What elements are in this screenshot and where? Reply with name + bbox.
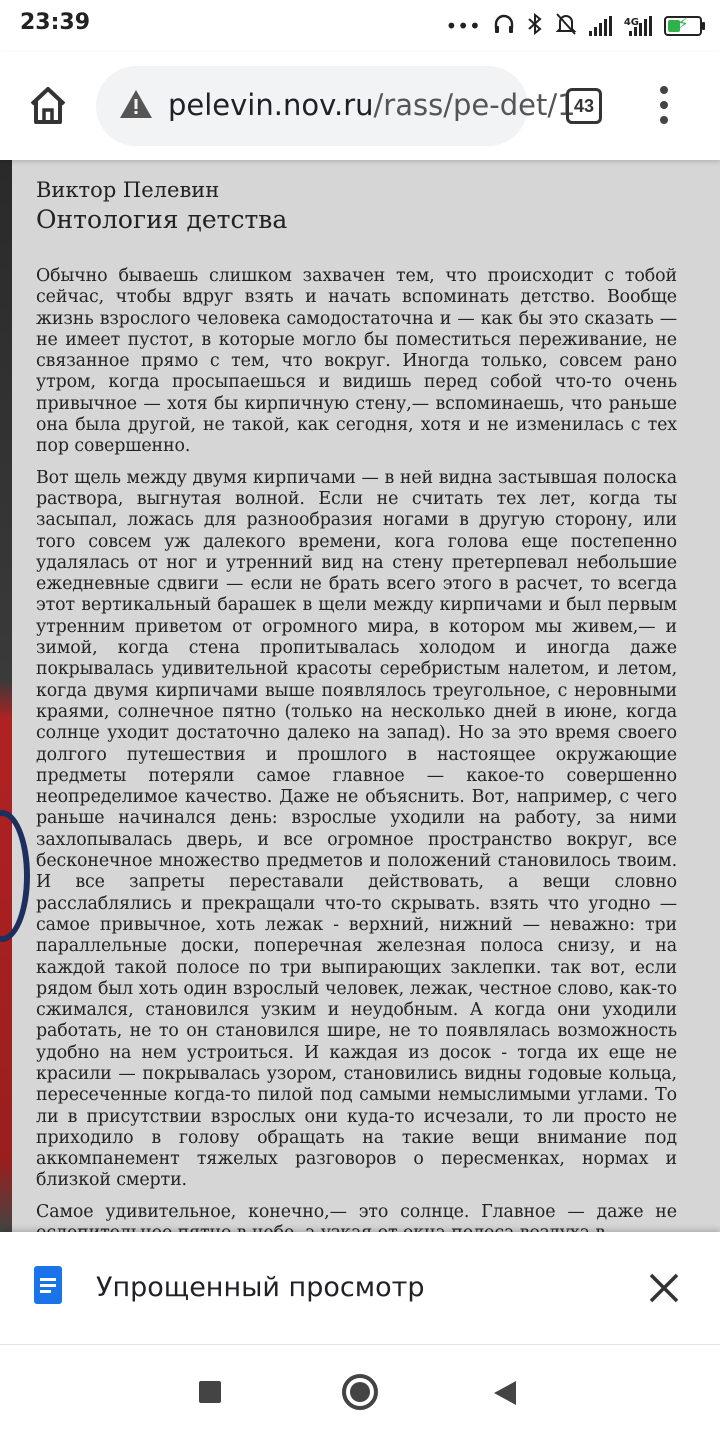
battery-charging-icon: ⚡ xyxy=(664,16,702,36)
mute-icon xyxy=(555,12,577,41)
url-text[interactable] xyxy=(168,88,576,122)
url-bar[interactable] xyxy=(96,66,576,146)
article xyxy=(36,176,677,1254)
tab-switcher-button[interactable]: 43 xyxy=(566,88,602,124)
home-nav-icon[interactable] xyxy=(342,1374,378,1410)
recent-apps-icon[interactable] xyxy=(199,1381,221,1403)
article-author: Виктор Пелевин xyxy=(36,178,220,202)
navigation-bar xyxy=(0,1344,720,1441)
web-page-content[interactable] xyxy=(0,160,720,1232)
status-icons xyxy=(445,8,702,44)
article-paragraph: Самое удивительное, конечно,— это солнце. Главное — даже не xyxy=(36,1201,677,1222)
url-path: /rass/pe-det/1 xyxy=(373,88,576,122)
simplified-view-label[interactable]: Упрощенный просмотр xyxy=(96,1272,425,1303)
headphones-icon xyxy=(493,13,515,40)
browser-toolbar xyxy=(0,52,720,160)
back-icon[interactable] xyxy=(494,1381,516,1405)
document-icon xyxy=(34,1266,62,1304)
network-type: 4G xyxy=(623,17,639,28)
dots-icon: ••• xyxy=(445,14,481,38)
url-host: pelevin.nov.ru xyxy=(168,88,374,122)
status-time: 23:39 xyxy=(20,10,91,35)
simplified-view-bar[interactable] xyxy=(0,1232,720,1344)
article-title: Онтология детства xyxy=(36,205,288,234)
article-paragraph: Обычно бываешь слишком захвачен тем, что происходит с тобой сейчас, чтобы вдруг взять и начать вспоминать детство. Вообще жизнь взрослого человека самодостаточна и — как бы это сказать — не имеет пустот, в которые могло бы поместиться переживание, не связанное прямо с тем, что вокруг. Иногда только, совсем рано утром, когда просыпаешься и видишь перед собой что-то очень привычное — хотя бы кирпичную стену,— вспоминаешь, что раньше она была другой, не такой, как сегодня, хотя и не изменилась с тех пор совершенно. xyxy=(36,266,677,457)
status-bar xyxy=(0,0,720,52)
more-menu-icon[interactable] xyxy=(652,86,676,130)
article-paragraph: Вот щель между двумя кирпичами — в ней видна застывшая полоска раствора, выгнутая волной. Если не считать тех лет, когда ты засыпал, ложась для разнообразия ногами в другую сторону, или того совсем уж далекого времени, кога голова еще постепенно удалялась от ног и утренний вид на стену претерпевал небольшие ежедневные сдвиги — если не брать всего этого в расчет, то всегда этот вертикальный барашек в щели между кирпичами и был первым утренним приветом от огромного мира, в котором мы живем,— и зимой, когда стена пропитывалась холодом и иногда даже покрывалась удивительной красоты серебристым налетом, и летом, когда двумя кирпичами выше появлялось треугольное, с неровными краями, солнечное пятно (только на несколько дней в июне, когда солнце уходит достаточно далеко на запад). Но за это время своего долгого путешествия и прошлого в настоящее окружающие предметы потеряли самое главное — какое-то совершенно неопределимое качество. Даже не объяснить. Вот, например, с чего раньше начинался день: взрослые уходили на работу, за ними захлопывалась дверь, и все огромное пространство вокруг, все бесконечное множество предметов и положений становилось твоим. И все запреты переставали действовать, а вещи словно расслаблялись и прекращали что-то скрывать. взять что угодно — самое привычное, хоть лежак - верхний, нижний — неважно: три параллельные доски, поперечная железная полоса снизу, и на каждой такой полосе по три выпирающих заклепки. так вот, если рядом был хоть один взрослый человек, лежак, честное слово, как-то сжимался, становился узким и неудобным. А когда они уходили работать, не то он становился шире, не то появлялась возможность удобно на нем устроиться. И каждая из досок - тогда их еще не красили — покрывалась узором, становились видны годовые кольца, пересеченные когда-то пилой под самыми немыслимыми углами. То ли в присутствии взрослых они куда-то исчезали, то ли просто не приходило в голову обращать на такие вещи внимание под аккомпанемент тяжелых разговоров о пересменках, нормах и близкой смерти. xyxy=(36,467,677,1191)
home-button[interactable] xyxy=(24,82,72,130)
bluetooth-icon xyxy=(527,12,543,41)
close-icon[interactable] xyxy=(646,1270,682,1306)
signal-icon xyxy=(589,16,612,36)
home-icon xyxy=(24,82,72,130)
warning-icon xyxy=(118,86,154,122)
signal-4g-icon xyxy=(624,16,652,36)
page-left-edge-decoration xyxy=(0,160,12,1232)
